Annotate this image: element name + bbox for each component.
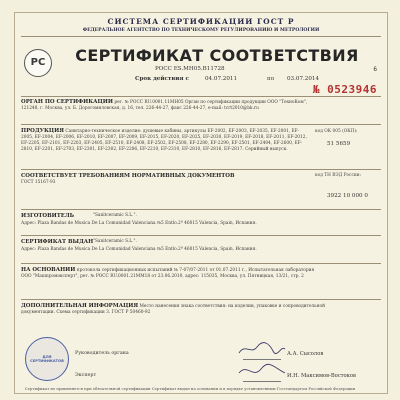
rule-basis — [21, 263, 381, 264]
rule-manufacturer — [21, 209, 381, 210]
organ-label: ОРГАН ПО СЕРТИФИКАЦИИ — [21, 99, 113, 105]
requirements-label: СООТВЕТСТВУЕТ ТРЕБОВАНИЯМ НОРМАТИВНЫХ ДОКУМЕНТОВ — [21, 173, 235, 179]
product-block — [21, 128, 311, 153]
rule-issued-to — [21, 235, 381, 236]
rst-logo-letters: PC — [30, 57, 46, 68]
issued-to-address: Адрес: Plaza Bandas de Musica De La Comunidad Valenciana №5 Entlo.2ª 46015 Valencia, Spain, Испания. — [21, 247, 257, 252]
stamp-seal — [25, 337, 69, 381]
head-signature-line — [243, 359, 281, 360]
validity-to-label: по — [267, 76, 275, 82]
tnved-code-label: код ТН ВЭД России: — [315, 173, 362, 178]
certification-system-heading: СИСТЕМА СЕРТИФИКАЦИИ ГОСТ Р — [107, 17, 295, 26]
basis-label: НА ОСНОВАНИИ — [21, 267, 76, 273]
certificate-title: СЕРТИФИКАТ СООТВЕТСТВИЯ — [75, 46, 359, 65]
manufacturer-name: "Sanitceramic S.L.". — [93, 213, 137, 218]
basis-text: протокола сертификационных испытаний № 7-07/07-2011 от 01.07.2011 г., Испытательная лаборатория ООО "Машпромэксперт", рег. № РОСС RU.0001.21ММ18 от 23.06.2010, адрес: 115035, Москва, ул. Пятницкая, 13/21, стр. 2 — [21, 268, 315, 279]
manufacturer-address: Адрес: Plaza Bandas de Musica De La Comunidad Valenciana №5 Entlo.2ª 46015 Valencia, Spain, Испания. — [21, 221, 257, 226]
rule-product — [21, 124, 381, 125]
okp-code-label: код ОК 005 (ОКП): — [315, 129, 358, 134]
product-text: Санитарно-техническое изделие: душевые кабины, артикулы EF-2002, EF-2003, EF-2035, EF-2001, EF-2005, EF-2004, EF-2006, EF-2010, EF-2007, EF-2009, EF-2015, EF-2020, EF-2025, EF-2030, EF-2019, EF-2018, EF-2011, EF-2012, EF-2205, EF-2101, EF-2203, EF-2405, EF-2510, EF-2408, EF-2502, EF-2508, EF-2280, EF-2290, EF-2501, EF-2404, EF-2600, EF-2810, EF-2201, EF-2703, EF-2301, EF-2302, EF-2206, EF-2210, EF-2310, EF-2810, EF-2816, EF-2817. Серийный выпуск. — [21, 129, 307, 152]
validity-label: Срок действия с — [135, 76, 189, 82]
agency-heading: ФЕДЕРАЛЬНОЕ АГЕНТСТВО ПО ТЕХНИЧЕСКОМУ РЕГУЛИРОВАНИЮ И МЕТРОЛОГИИ — [82, 28, 320, 33]
organ-block — [21, 99, 321, 112]
red-number: 6 — [373, 66, 377, 73]
additional-block — [21, 303, 351, 316]
product-label: ПРОДУКЦИЯ — [21, 128, 64, 134]
rule-organ — [21, 96, 381, 97]
header-rule — [21, 36, 381, 37]
validity-to: 03.07.2014 — [287, 76, 320, 82]
serial-number: № 0523946 — [312, 83, 377, 96]
expert-signature-label: Эксперт — [75, 373, 97, 378]
validity-from: 04.07.2011 — [205, 76, 238, 82]
registration-number: POCC ES.МН05.В11728 — [155, 66, 225, 72]
additional-label: ДОПОЛНИТЕЛЬНАЯ ИНФОРМАЦИЯ — [21, 303, 139, 309]
additional-text: Место нанесения знака соответствия: на изделии, упаковке и сопроводительной документации. Схема сертификации 3. ГОСТ Р 50460-92 — [21, 304, 325, 315]
okp-code-value: 51 5659 — [327, 141, 351, 147]
head-signature — [237, 341, 287, 357]
requirements-text: ГОСТ 15167-93 — [21, 180, 56, 185]
issued-to-name: "Sanitceramic S.L.". — [93, 239, 137, 244]
basis-block — [21, 267, 321, 280]
organ-text: рег. № РОСС RU.0001.11МН05 Орган по сертификации продукции ООО "ТехноКом", 121248, г. Москва, ул. Б. Дорогомиловская, д. 16, тел. 226-44-27, факс 226-44-27, e-mail: tcrt2010@bk.ru — [21, 100, 308, 111]
issued-to-label: СЕРТИФИКАТ ВЫДАН — [21, 239, 94, 245]
head-signature-name: А.А. Сысолов — [287, 351, 324, 357]
certificate-frame — [14, 12, 388, 394]
rule-additional — [21, 299, 381, 300]
rule-requirements — [21, 169, 381, 170]
certificate-footer: Сертификат не применяется при обязательной сертификации Сертификат выдан на основании и в порядке установленным Госстандартом Российской Федерации — [24, 386, 356, 391]
expert-signature — [237, 363, 287, 379]
expert-signature-line — [243, 381, 281, 382]
head-signature-label: Руководитель органа — [75, 351, 129, 356]
seal-text: ДЛЯ СЕРТИФИКАТОВ — [30, 355, 64, 363]
tnved-code-value: 3922 10 000 0 — [327, 193, 368, 199]
manufacturer-label: ИЗГОТОВИТЕЛЬ — [21, 213, 75, 219]
expert-signature-name: И.Н. Максимов-Востоков — [287, 373, 356, 379]
